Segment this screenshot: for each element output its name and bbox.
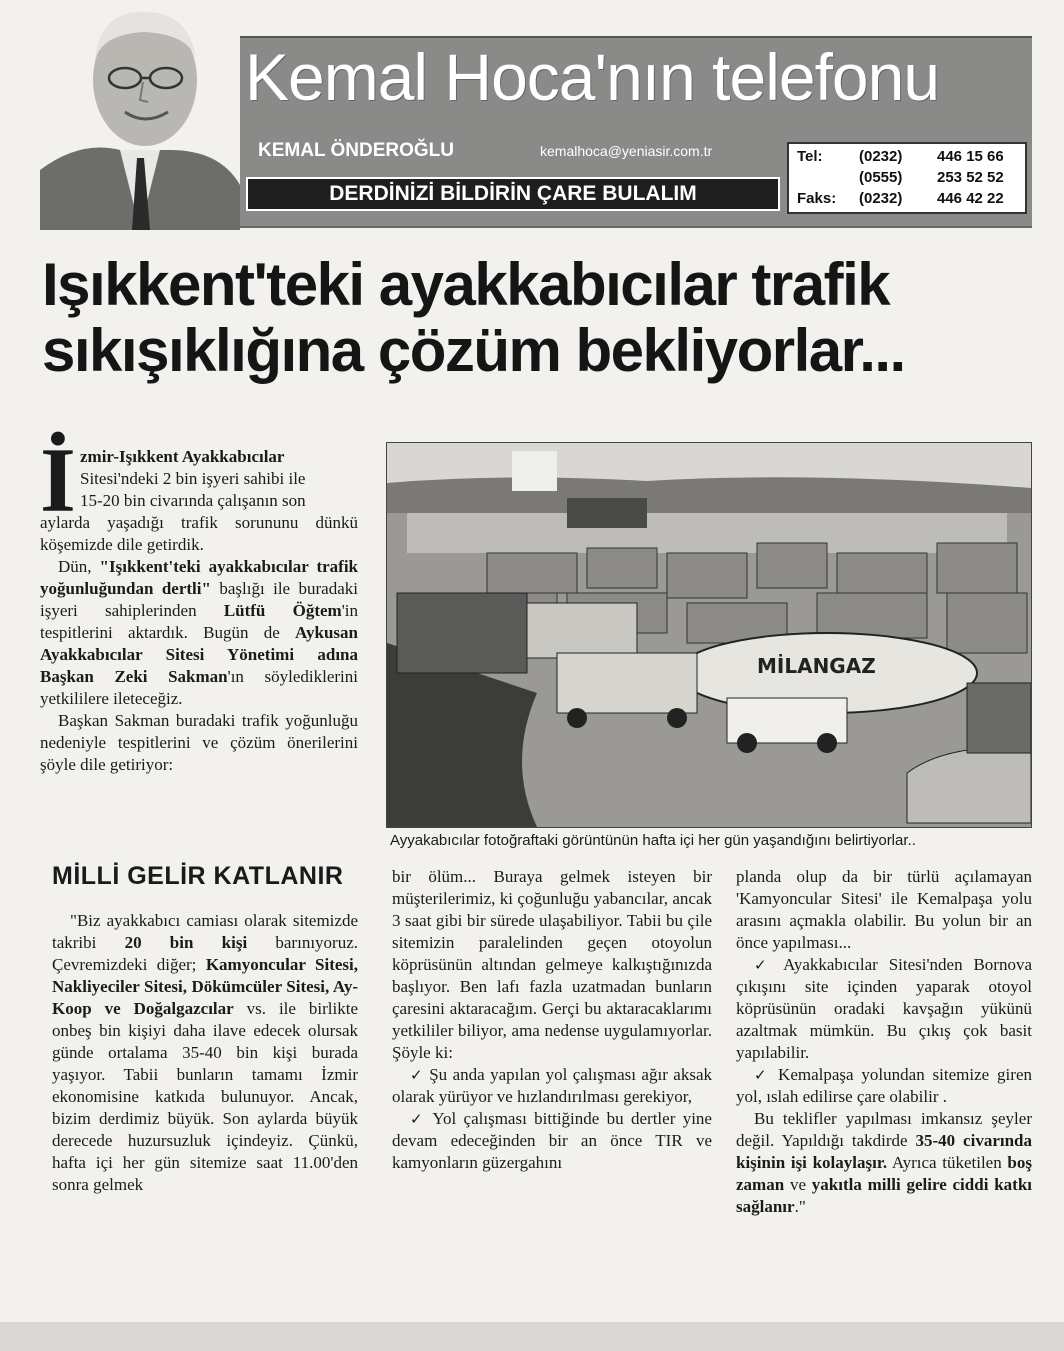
body-paragraph: bir ölüm... Buraya gelmek isteyen bir müşterilerimiz, ki çoğunluğu yabancılar, ancak 3 saat gibi bir sürede ulaşabiliyor. Tabii bu çile sitemizin paralelinden geçen otoyolun köprüsünün altından gelmeye kalkıştığınızda başlıyor. Ben lafı fazla uzatmadan bunların çaresini aktaracağım. Gerçi bu aktaracaklarımı yetkililer biliyor, ama nedense uygulamıyorlar. Şöyle ki: [392, 867, 712, 1062]
text-run: başlığı ile buradaki işyeri sahiplerinden [40, 579, 358, 620]
emphasis: 35-40 civarında kişinin işi kolaylaşır. [736, 1131, 1032, 1172]
body-column-1 [52, 910, 358, 1196]
contact-area-code: (0555) [859, 169, 903, 186]
headline-line-2: sıkışıklığına çözüm bekliyorlar... [42, 317, 905, 384]
body-paragraph [52, 910, 358, 1196]
text-run: Bu teklifler yapılması imkansız şeyler değil. Yapıldığı takdirde [736, 1109, 1032, 1150]
text-run: Ayrıca tüketilen [887, 1153, 1008, 1172]
section-subhead: MİLLİ GELİR KATLANIR [52, 862, 344, 890]
contact-label: Tel: [797, 148, 823, 165]
text-run: ve [784, 1175, 812, 1194]
text-run: vs. ile birlikte onbeş bin kişiyi daha ilave edecek olursak günde ortalama 35-40 bin kişi burada yaşıyor. Tabii bunların tamamı İzmir ekonomisine katkıda bulunuyor. Ancak, bizim derdimiz büyük. Son aylarda büyük derecede huzursuzluk içindeyiz. Çünkü, hafta içi her gün sitemize saat 11.00'den sonra gelmek [52, 999, 358, 1194]
emphasis: boş zaman [736, 1153, 1032, 1194]
contact-area-code: (0232) [859, 190, 903, 207]
intro-line-3: 15-20 bin civarında çalışanın son [80, 491, 306, 510]
check-icon: ✓ [410, 1066, 424, 1084]
intro-line-2: Sitesi'ndeki 2 bin işyeri sahibi ile [80, 469, 306, 488]
author-name: KEMAL ÖNDEROĞLU [258, 140, 454, 161]
contact-label: Faks: [797, 190, 837, 207]
intro-line-1: zmir-Işıkkent Ayakkabıcılar [80, 447, 285, 466]
check-icon: ✓ [410, 1110, 426, 1128]
bullet-text: Yol çalışması bittiğinde bu dertler yine devam edeceğinden bir an önce TIR ve kamyonların güzergahını [392, 1109, 712, 1172]
intro-line [80, 446, 284, 468]
organization-name: Aykusan Ayakkabıcılar Sitesi Yönetimi adına Başkan Zeki Sakman [40, 623, 358, 686]
bullet-paragraph [392, 1108, 712, 1174]
bullet-paragraph [736, 1064, 1032, 1108]
body-paragraph: planda olup da bir türlü açılamayan 'Kamyoncular Sitesi' ile Kemalpaşa yolu arasını açmakla olabilir. Bu yolun bir an önce yapılması... [736, 867, 1032, 952]
body-column-2 [392, 866, 712, 1174]
text-run: 'in tespitlerini aktardık. Bugün de [40, 601, 358, 642]
author-email[interactable]: kemalhoca@yeniasir.com.tr [540, 143, 713, 159]
intro-column [40, 512, 358, 776]
tanker-sign: MİLANGAZ [757, 654, 876, 678]
body-column-3 [736, 866, 1032, 1218]
bullet-paragraph [736, 954, 1032, 1064]
text-run: barınıyoruz. Çevremizdeki diğer; [52, 933, 358, 974]
slogan-text: DERDİNİZİ BİLDİRİN ÇARE BULALIM [329, 182, 697, 205]
author-portrait [40, 0, 240, 230]
intro-paragraph-3: Başkan Sakman buradaki trafik yoğunluğu nedeniyle tespitlerini ve çözüm önerilerini şöyle dile getiriyor: [40, 711, 358, 774]
contact-row [789, 169, 1029, 189]
intro-paragraph-2 [40, 556, 358, 710]
contact-number[interactable]: 253 52 52 [937, 169, 1004, 186]
check-icon: ✓ [754, 956, 774, 974]
contact-number[interactable]: 446 42 22 [937, 190, 1004, 207]
intro-paragraph-1: aylarda yaşadığı trafik sorununu dünkü köşemizde dile getirdik. [40, 513, 358, 554]
bullet-paragraph [392, 1064, 712, 1108]
emphasis: 20 bin kişi [124, 933, 248, 952]
bullet-text: Ayakkabıcılar Sitesi'nden Bornova çıkışını site içinden yaparak otoyol köprüsünün oradaki kavşağın yükünü azaltmak mümkün. Bu çıkış çok basit yapılabilir. [736, 955, 1032, 1062]
check-icon: ✓ [754, 1066, 771, 1084]
photo-caption: Ayyakabıcılar fotoğraftaki görüntünün hafta içi her gün yaşandığını belirtiyorlar.. [390, 832, 916, 849]
contact-row [789, 190, 1029, 210]
contact-box [787, 142, 1027, 214]
traffic-photo [386, 442, 1032, 828]
bullet-text: Kemalpaşa yolundan sitemize giren yol, ıslah edilirse çare olabilir . [736, 1065, 1032, 1106]
column-title: Kemal Hoca'nın telefonu [245, 40, 940, 114]
contact-row [789, 148, 1029, 168]
page-bottom-edge [0, 1322, 1064, 1351]
headline-line-1: Işıkkent'teki ayakkabıcılar trafik [42, 251, 890, 318]
site-list: Kamyoncular Sitesi, Nakliyeciler Sitesi, Dökümcüler Sitesi, Ay-Koop ve Doğalgazcılar [52, 955, 358, 1018]
closing-paragraph [736, 1108, 1032, 1218]
person-name: Lütfü Öğtem [223, 601, 342, 620]
article-headline [42, 252, 1042, 384]
text-run: Dün, [58, 557, 100, 576]
text-run: 'ın söylediklerini yetkililere ileteceğiz. [40, 667, 358, 708]
contact-area-code: (0232) [859, 148, 903, 165]
text-run: "Biz ayakkabıcı camiası olarak sitemizde takribi [52, 911, 358, 952]
text-run: ." [794, 1197, 806, 1216]
bullet-text: Şu anda yapılan yol çalışması ağır aksak olarak yürüyor ve hızlandırılması gerekiyor, [392, 1065, 713, 1106]
contact-number[interactable]: 446 15 66 [937, 148, 1004, 165]
emphasis: yakıtla milli gelire ciddi katkı sağlanır [736, 1175, 1032, 1216]
drop-cap: İ [40, 429, 76, 531]
quoted-headline: "Işıkkent'teki ayakkabıcılar trafik yoğunluğundan dertli" [40, 557, 359, 598]
